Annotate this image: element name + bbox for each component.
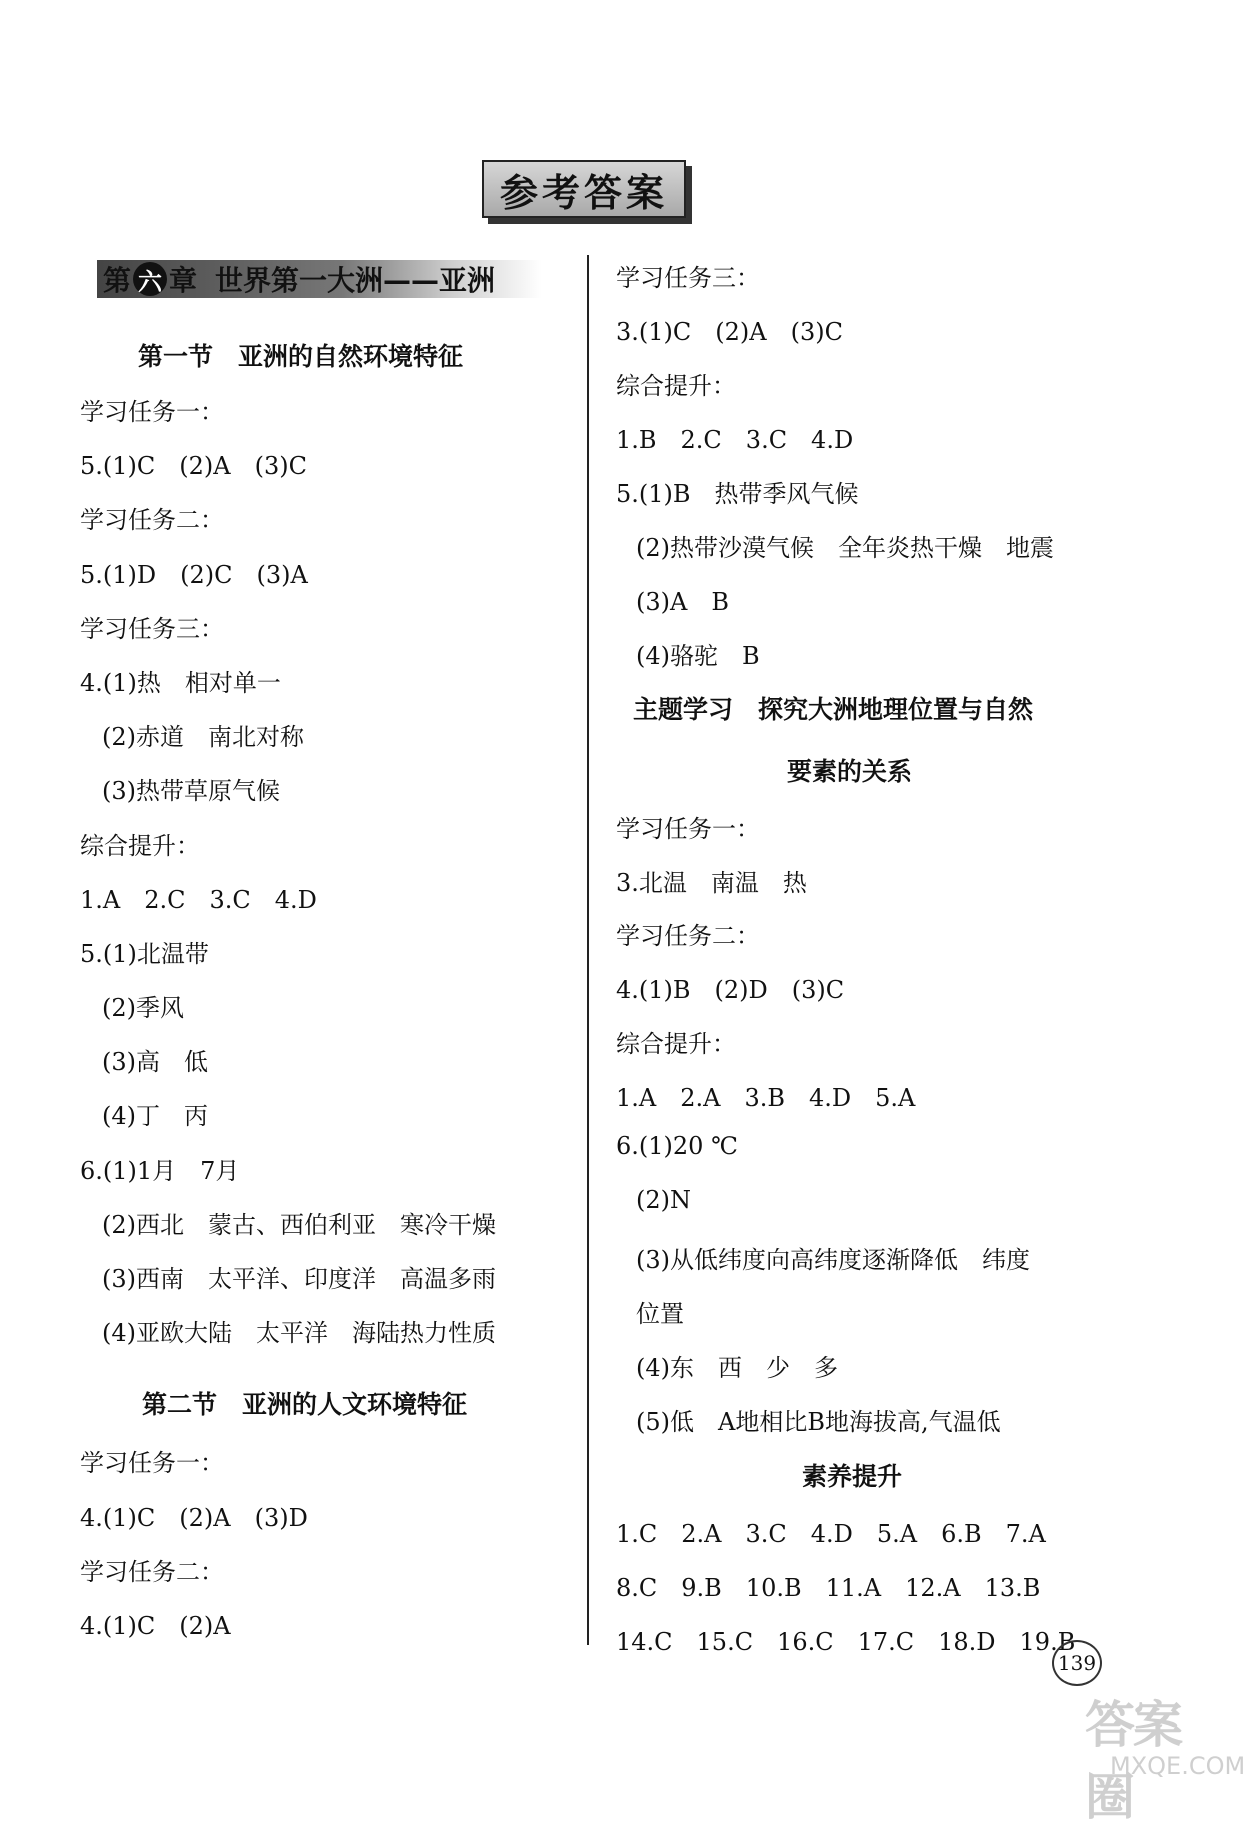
answer-line: 4.(1)C (2)A (3)D xyxy=(80,1504,308,1532)
answer-line: (2)西北 蒙古、西伯利亚 寒冷干燥 xyxy=(102,1211,496,1239)
task-label: 综合提升： xyxy=(616,372,736,400)
answer-line: (4)亚欧大陆 太平洋 海陆热力性质 xyxy=(102,1319,496,1347)
answer-line: 4.(1)热 相对单一 xyxy=(80,669,281,697)
answer-line: 4.(1)C (2)A xyxy=(80,1612,231,1640)
chapter-number: 六 xyxy=(133,262,167,296)
task-label: 学习任务二： xyxy=(80,1558,224,1586)
answer-line: 位置 xyxy=(636,1300,684,1328)
task-label: 综合提升： xyxy=(616,1030,736,1058)
answer-line: 1.A 2.A 3.B 4.D 5.A xyxy=(616,1084,916,1112)
section-heading: 第二节 亚洲的人文环境特征 xyxy=(142,1390,468,1419)
section-heading: 素养提升 xyxy=(802,1462,903,1491)
chapter-suffix: 章 xyxy=(169,264,198,297)
answer-line: 6.(1)1月 7月 xyxy=(80,1157,240,1185)
answer-line: 3.(1)C (2)A (3)C xyxy=(616,318,843,346)
answer-line: (2)N xyxy=(636,1186,691,1214)
answer-line: 5.(1)北温带 xyxy=(80,940,209,968)
answer-line: 6.(1)20 ℃ xyxy=(616,1132,738,1160)
task-label: 学习任务一： xyxy=(80,398,224,426)
answer-line: 1.B 2.C 3.C 4.D xyxy=(616,426,854,454)
answer-line: (3)热带草原气候 xyxy=(102,777,280,805)
task-label: 学习任务二： xyxy=(80,506,224,534)
answer-line: (2)赤道 南北对称 xyxy=(102,723,304,751)
answer-line: (3)西南 太平洋、印度洋 高温多雨 xyxy=(102,1265,496,1293)
section-heading: 主题学习 探究大洲地理位置与自然 xyxy=(633,695,1034,724)
task-label: 学习任务三： xyxy=(80,615,224,643)
page-title: 参考答案 xyxy=(482,160,686,218)
chapter-prefix: 第 xyxy=(103,264,132,297)
task-label: 综合提升： xyxy=(80,832,200,860)
answer-line: (3)A B xyxy=(636,588,729,616)
answer-line: 8.C 9.B 10.B 11.A 12.A 13.B xyxy=(616,1574,1041,1602)
answer-line: (4)丁 丙 xyxy=(102,1102,208,1130)
column-divider xyxy=(587,255,589,1645)
answer-line: 14.C 15.C 16.C 17.C 18.D 19.B xyxy=(616,1628,1076,1656)
page-number: 139 xyxy=(1052,1640,1102,1686)
answer-line: 1.C 2.A 3.C 4.D 5.A 6.B 7.A xyxy=(616,1520,1046,1548)
answer-line: 5.(1)C (2)A (3)C xyxy=(80,452,307,480)
answer-line: 5.(1)D (2)C (3)A xyxy=(80,561,308,589)
task-label: 学习任务一： xyxy=(616,815,760,843)
task-label: 学习任务一： xyxy=(80,1449,224,1477)
watermark-text: 答案圈 xyxy=(1085,1696,1181,1826)
chapter-title: 世界第一大洲——亚洲 xyxy=(215,264,496,297)
chapter-banner xyxy=(97,260,542,298)
answer-line: 5.(1)B 热带季风气候 xyxy=(616,480,859,508)
answer-line: (4)东 西 少 多 xyxy=(636,1354,838,1382)
answer-line: (3)从低纬度向高纬度逐渐降低 纬度 xyxy=(636,1246,1030,1274)
section-heading: 第一节 亚洲的自然环境特征 xyxy=(138,342,464,371)
answer-line: (4)骆驼 B xyxy=(636,642,760,670)
answer-line: 1.A 2.C 3.C 4.D xyxy=(80,886,317,914)
answer-line: (3)高 低 xyxy=(102,1048,208,1076)
task-label: 学习任务三： xyxy=(616,264,760,292)
task-label: 学习任务二： xyxy=(616,922,760,950)
answer-line: (5)低 A地相比B地海拔高,气温低 xyxy=(636,1408,1001,1436)
section-heading: 要素的关系 xyxy=(787,757,913,786)
answer-line: 4.(1)B (2)D (3)C xyxy=(616,976,845,1004)
watermark-url: MXQE.COM xyxy=(1110,1752,1245,1780)
answer-line: (2)热带沙漠气候 全年炎热干燥 地震 xyxy=(636,534,1054,562)
answer-line: 3.北温 南温 热 xyxy=(616,869,807,897)
answer-line: (2)季风 xyxy=(102,994,184,1022)
